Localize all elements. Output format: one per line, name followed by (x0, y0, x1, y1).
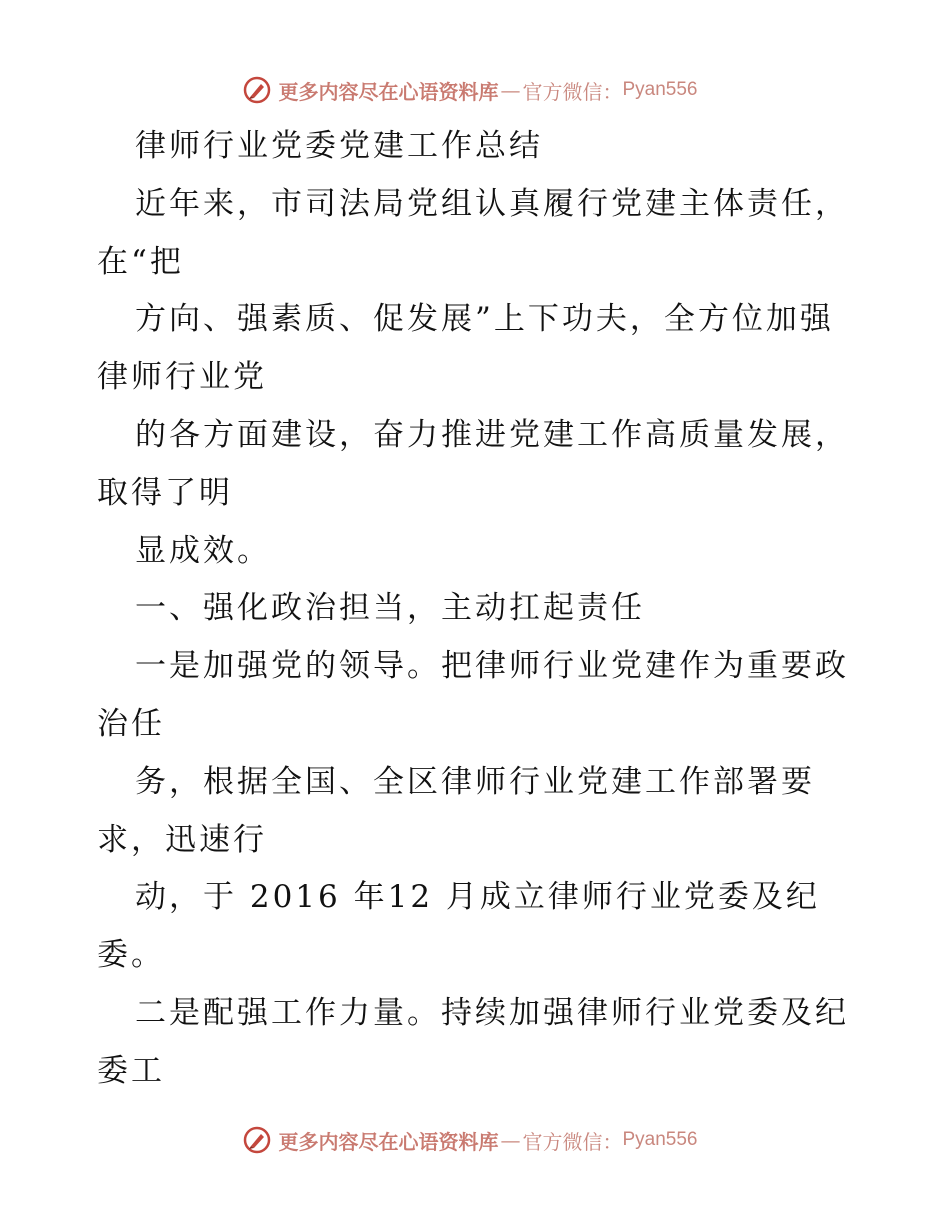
document-body (97, 118, 867, 1101)
text-line: 方向、强素质、促发展”上下功夫，全方位加强 (135, 301, 834, 338)
pen-logo-icon (242, 75, 272, 105)
text-line: 务，根据全国、全区律师行业党建工作部署要 (135, 763, 815, 800)
text-line: 取得了明 (97, 474, 233, 511)
text-line: 在“把 (97, 243, 184, 280)
watermark-separator: — (500, 1128, 521, 1152)
text-line: 治任 (97, 705, 165, 742)
watermark-contact-label: 官方微信： (522, 1129, 623, 1154)
text-line: 求，迅速行 (97, 821, 267, 858)
text-line: 显成效。 (135, 532, 271, 569)
section-heading: 一、强化政治担当，主动扛起责任 (135, 590, 645, 627)
text-line: 二是配强工作力量。持续加强律师行业党委及纪 (135, 994, 849, 1031)
watermark-contact-label: 官方微信： (522, 79, 623, 104)
footer-watermark (0, 1120, 950, 1160)
text-line: 近年来，市司法局党组认真履行党建主体责任， (135, 185, 849, 222)
watermark-brand: 更多内容尽在心语资料库 (278, 1129, 499, 1154)
text-line: 的各方面建设，奋力推进党建工作高质量发展， (135, 416, 849, 453)
watermark-separator: — (500, 78, 521, 102)
watermark-contact-id: Pyan556 (622, 79, 698, 100)
header-watermark (0, 70, 950, 110)
watermark-brand: 更多内容尽在心语资料库 (278, 79, 499, 104)
text-line: 律师行业党 (97, 359, 267, 396)
text-line: 动，于 2016 年12 月成立律师行业党委及纪 (135, 879, 820, 916)
watermark-contact-id: Pyan556 (622, 1129, 698, 1150)
text-line: 委。 (97, 937, 165, 974)
document-title: 律师行业党委党建工作总结 (135, 128, 543, 164)
pen-logo-icon (242, 1125, 272, 1155)
text-line: 委工 (97, 1052, 165, 1089)
text-line: 一是加强党的领导。把律师行业党建作为重要政 (135, 648, 849, 685)
